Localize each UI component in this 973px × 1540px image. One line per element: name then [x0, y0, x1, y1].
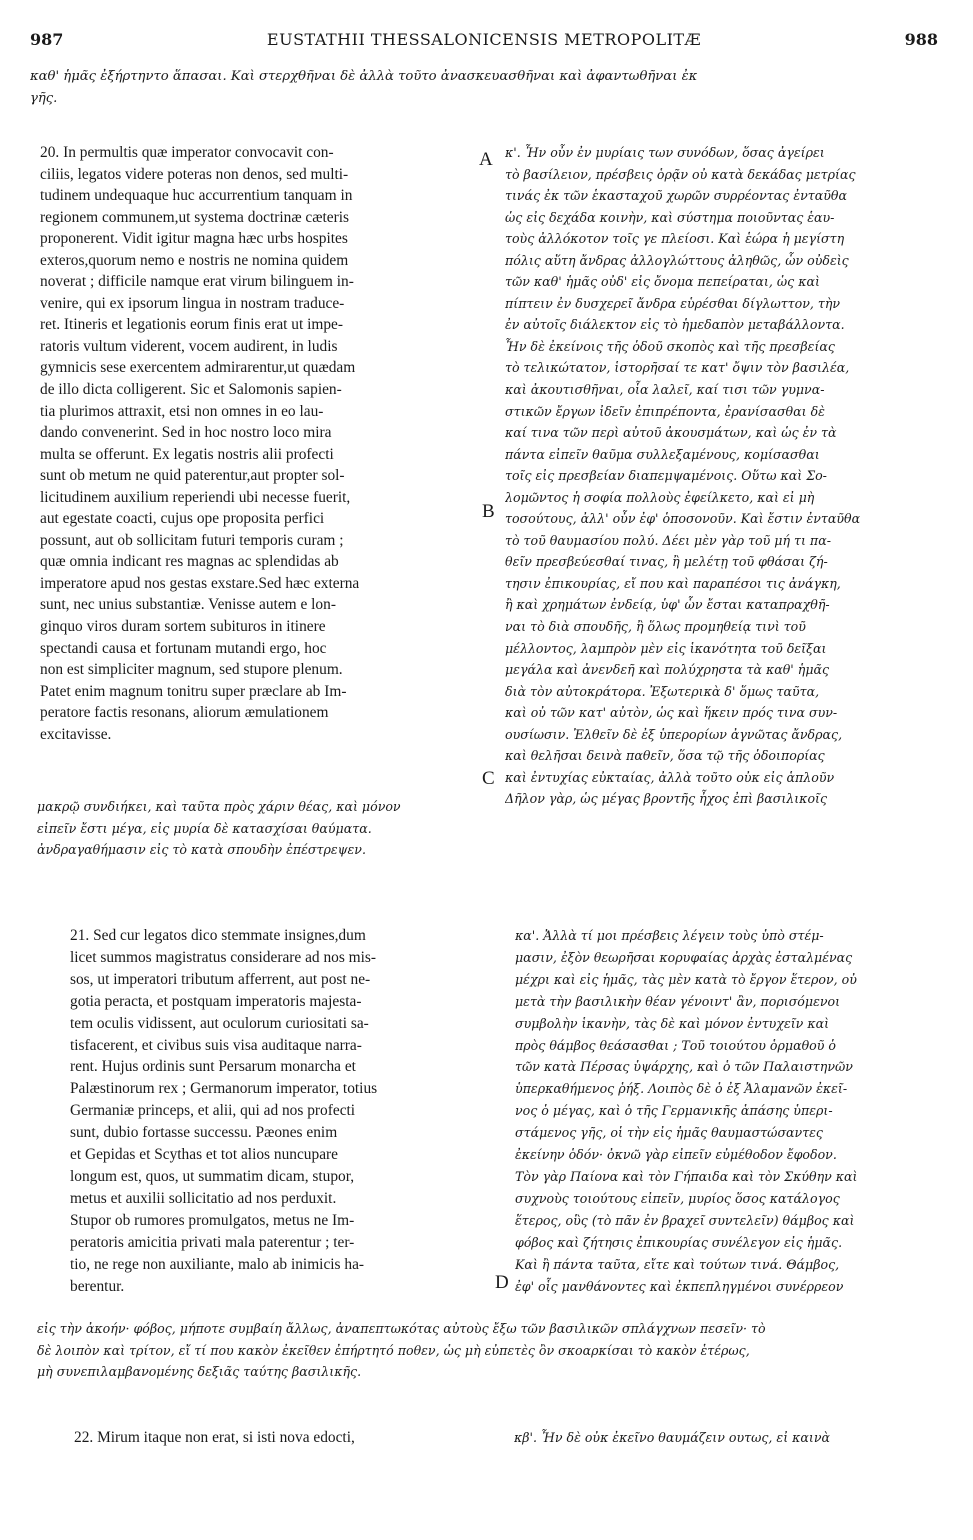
text-line: ὑπερκαθήμενος ῥήξ. Λοιπὸς δὲ ὁ ἐξ Ἀλαμανῶν ἐκεῖ- — [515, 1081, 848, 1097]
text-line: Palæstinorum rex ; Germanorum imperator, totius — [70, 1080, 378, 1098]
section-20-greek — [505, 142, 945, 810]
text-line: berentur. — [70, 1277, 125, 1295]
text-line: ciliis, legatos videre poteras non denos, sed multi- — [40, 165, 349, 183]
text-line: στάμενος γῆς, οἱ τὴν εἰς ἡμᾶς θαυμαστώσαντες — [515, 1125, 823, 1141]
text-line: καὶ ἀκουτισθῆναι, οἷα λαλεῖ, καί τισι τῶν γυμνα- — [505, 382, 825, 398]
text-line: licet summos magistratus considerare ad nos mis- — [70, 948, 377, 966]
text-line: ναι τὸ διὰ σπουδῆς, ἢ ὅλως προμηθείᾳ τινὶ τοῦ — [505, 619, 806, 635]
text-line: ἢ καὶ χρημάτων ἐνδείᾳ, ὑφ' ὧν ἔσται καταπραχθῆ- — [505, 597, 830, 613]
text-line: non est simpliciter magnum, sed stupore plenum. — [40, 661, 343, 679]
text-line: Καὶ ἢ πάντα ταῦτα, εἴτε καὶ τούτων τινά. Θάμβος, — [515, 1256, 840, 1272]
top-greek-continuation — [30, 66, 945, 109]
text-line: peratore factis resonans, aliorum æmulationem — [40, 704, 329, 722]
text-line: Δῆλον γὰρ, ὡς μέγας βροντῆς ἦχος ἐπὶ βασιλικοῖς — [505, 791, 828, 807]
text-line: ἐν αὐτοῖς διάλεκτον εἰς τὸ ἡμεδαπὸν μεταβάλλοντα. — [505, 317, 845, 333]
text-line: longum est, quos, ut summatim dicam, stupor, — [70, 1167, 355, 1185]
section-20-latin — [40, 142, 480, 745]
text-line: εἰπεῖν ἔστι μέγα, εἰς μυρία δὲ κατασχίσαι θαύματα. — [37, 820, 372, 836]
text-line: καὶ θελῆσαι δεινὰ παθεῖν, ὅσα τῷ τῆς ὁδοιπορίας — [505, 748, 825, 764]
page-number-right: 988 — [904, 30, 938, 49]
text-line: ginquo viros duram sortem subituros in itinere — [40, 618, 326, 636]
text-line: εἰς τὴν ἀκοήν· φόβος, μήποτε συμβαίη ἄλλως, ἀναπεπτωκότας αὐτοὺς ἔξω τῶν βασιλικῶν σπλάγχνων πεσεῖν· τὸ — [37, 1321, 766, 1336]
text-line: ἀνδραγαθήμασιν εἰς τὸ κατὰ σπουδὴν ἐπέστρεψεν. — [37, 842, 366, 858]
text-line: τοσούτους, ἀλλ' οὖν ἐφ' ὁποσονοῦν. Καὶ ἔστιν ἐνταῦθα — [505, 511, 861, 527]
text-line: μετὰ τὴν βασιλικὴν θέαν γένοιντ' ἂν, πορισόμενοι — [515, 993, 841, 1009]
text-line: dando convenerint. Sed in hoc nostro loco mira — [40, 424, 332, 442]
text-line: συχνοὺς τοιούτους εἰπεῖν, μυρίος ὅσος κατάλογος — [515, 1190, 840, 1206]
text-line: ratoris vultum viderent, vocem audirent, in ludis — [40, 337, 338, 355]
text-line: ἐκείνην ὁδόν· ὀκνῶ γὰρ εἰπεῖν εὐμέθοδον ἔφοδον. — [515, 1147, 837, 1163]
text-line: τὸ βασίλειον, πρέσβεις ὁρᾷν οὐ κατὰ δεκάδας μετρίας — [505, 166, 856, 182]
text-line: Stupor ob rumores promulgatos, metus ne Im- — [70, 1211, 355, 1229]
text-line: licitudinem auxilium reperiendi ubi necesse fuerit, — [40, 488, 351, 506]
text-line: metus et auxilii sollicitatio ad nos perduxit. — [70, 1189, 337, 1207]
text-line: μὴ συνεπιλαμβανομένης δεξιᾶς ταύτης βασιλικῆς. — [37, 1364, 362, 1380]
section-22-greek — [514, 1427, 944, 1449]
section-21-greek-full-width — [37, 1318, 949, 1383]
text-line: μέλλοντος, λαμπρὸν μὲν εἰς ἱκανότητα τοῦ δεῖξαι — [505, 640, 827, 656]
text-line: πάντα εἰπεῖν θαῦμα συλλεξαμένους, κομίσασθαι — [505, 446, 820, 462]
text-line: quæ omnia indicant res magnas ac splendidas ab — [40, 553, 339, 571]
text-line: et Gepidas et Scythas et tot alios nuncupare — [70, 1146, 338, 1164]
text-line: imperatore apud nos gestas exstare.Sed hæc externa — [40, 574, 360, 592]
text-line: λομῶντος ἡ σοφία πολλοὺς ἐφείλκετο, καὶ εἰ μὴ — [505, 489, 815, 505]
text-line: tem oculis vidissent, aut oculorum curiositati sa- — [70, 1014, 369, 1032]
text-line: 22. Mirum itaque non erat, si isti nova edocti, — [74, 1429, 355, 1446]
text-line: τῶν καθ' ἡμᾶς οὐδ' εἰς ὄνομα πεπείραται, ὡς καὶ — [505, 274, 820, 290]
text-line: τοῖς εἰς πρεσβείαν διαπεμψαμένοις. Οὕτω καὶ Σο- — [505, 468, 827, 484]
text-line: venire, qui ex ipsorum lingua in nostram traduce- — [40, 294, 345, 312]
text-line: ουσίωσιν. Ἐλθεῖν δὲ ἐξ ὑπερορίων ἀγνῶτας ἄνδρας, — [505, 726, 843, 742]
text-line: possunt, aut ob sollicitam futuri temporis curam ; — [40, 531, 344, 549]
text-line: καὶ ἐντυχίας εὐκταίας, ἀλλὰ τοῦτο οὐκ εἰς ἁπλοῦν — [505, 769, 835, 785]
text-line: κβ'. Ἦν δὲ οὐκ ἐκεῖνο θαυμάζειν ουτως, εἰ καινὰ — [514, 1430, 830, 1445]
section-21-latin — [70, 925, 490, 1297]
text-line: sunt, dubio fortasse successu. Pæones enim — [70, 1124, 338, 1142]
text-line: συμβολὴν ἱκανὴν, τὰς δὲ καὶ μόνον ἐντυχεῖν καὶ — [515, 1015, 830, 1031]
text-line: sunt, nec unius substantiæ. Venisse autem e lon- — [40, 596, 336, 614]
section-20-greek-left-tail — [37, 796, 499, 861]
text-line: ἐφ' οἷς μανθάνοντες καὶ ἐκπεπληγμένοι συνέρρεον — [515, 1278, 844, 1294]
section-22-latin — [74, 1427, 494, 1449]
text-line: ὡς εἰς δεχάδα κοινὴν, καὶ σύστημα ποιοῦντας ἑαυ- — [505, 209, 835, 225]
text-line: νος ὁ μέγας, καὶ ὁ τῆς Γερμανικῆς ἁπάσης ὑπερι- — [515, 1103, 833, 1119]
text-line: πρὸς θάμβος θεάσασθαι ; Τοῦ τοιούτου ὁρμαθοῦ ὁ — [515, 1037, 836, 1053]
text-line: sunt ob metum ne quid paterentur,aut propter sol- — [40, 467, 345, 485]
margin-marker-c: C — [482, 768, 495, 789]
text-line: τῶν κατὰ Πέρσας ὑψάρχης, καὶ ὁ τῶν Παλαιστηνῶν — [515, 1059, 853, 1075]
text-line: proponerent. Vidit igitur magna hæc urbs hospites — [40, 230, 348, 248]
text-line: καθ' ἡμᾶς ἐξήρτηντο ἅπασαι. Καὶ στερχθῆναι δὲ ἀλλὰ τοῦτο ἀνασκευασθῆναι καὶ ἀφαντωθῆναι ἐκ — [30, 69, 698, 84]
text-line: πόλις αὕτη ἄνδρας ἀλλογλώττους ἀληθῶς, ὧν οὐδεὶς — [505, 252, 849, 268]
text-line: τὸ τελικώτατον, ἱστορῆσαί τε κατ' ὄψιν τὸν βασιλέα, — [505, 360, 850, 376]
text-line: τὸ τοῦ θαυμασίου πολύ. Δέει μὲν γὰρ τοῦ μή τι πα- — [505, 532, 831, 548]
text-line: Germaniæ princeps, et alii, qui ad nos profecti — [70, 1102, 356, 1120]
text-line: στικῶν ἔργων ἰδεῖν ἐπιπρέποντα, ἐρανίσασθαι δὲ — [505, 403, 825, 419]
text-line: Patet enim magnum tonitru super præclare ab Im- — [40, 682, 347, 700]
text-line: tudinem undequaque huc accurrentium tanquam in — [40, 187, 353, 205]
text-line: sos, ut imperatori tributum afferrent, aut post ne- — [70, 970, 371, 988]
text-line: κα'. Ἀλλὰ τί μοι πρέσβεις λέγειν τοὺς ὑπὸ στέμ- — [515, 928, 824, 943]
margin-marker-b: B — [482, 501, 495, 522]
text-line: δὲ λοιπὸν καὶ τρίτον, εἴ τί που κακὸν ἐκεῖθεν ἐπήρτητό ποθεν, ὡς μὴ εὐπετὲς ὂν σκοαρκίσαι τὸ κακὸν ἑτέρως, — [37, 1342, 750, 1358]
text-line: καί τινα τῶν περὶ αὐτοῦ ἀκουσμάτων, καὶ ὡς ἐν τὰ — [505, 425, 837, 441]
text-line: φόβος καὶ ζήτησις ἐπικουρίας συνέλεγον εἰς ἡμᾶς. — [515, 1234, 843, 1250]
text-line: πίπτειν ἐν δυσχερεῖ ἄνδρα εὑρέσθαι δίγλωττον, τὴν — [505, 295, 841, 311]
text-line: γῆς. — [30, 90, 58, 106]
text-line: tio, ne rege non auxiliante, malo ab inimicis ha- — [70, 1255, 365, 1273]
text-line: gotia peracta, et postquam imperatoris majesta- — [70, 992, 362, 1010]
text-line: ret. Itineris et legationis eorum finis erat ut impe- — [40, 316, 344, 334]
text-line: τοὺς ἀλλόκοτον τοῖς γε πλείοσι. Καὶ ἑώρα ἡ μεγίστη — [505, 231, 845, 247]
text-line: gymnicis sese exercentem admirarentur,ut quædam — [40, 359, 356, 377]
margin-marker-a: A — [479, 149, 493, 170]
text-line: Ἦν δὲ ἐκείνοις τῆς ὁδοῦ σκοπὸς καὶ τῆς πρεσβείας — [505, 338, 835, 354]
running-title: EUSTATHII THESSALONICENSIS METROPOLITÆ — [266, 30, 702, 49]
text-line: τινάς ἐκ τῶν ἑκασταχοῦ χωρῶν συρρέοντας ἐνταῦθα — [505, 188, 847, 204]
text-line: regionem communem,ut systema doctrinæ cæteris — [40, 208, 350, 226]
page-number-left: 987 — [30, 30, 64, 49]
text-line: ἕτερος, οὓς (τὸ πᾶν ἐν βραχεῖ συντελεῖν) θάμβος καὶ — [515, 1212, 855, 1228]
text-line: τησιν ἐπικουρίας, εἴ που καὶ παραπέσοι τις ἀνάγκη, — [505, 575, 841, 591]
text-line: μακρῷ συνδιήκει, καὶ ταῦτα πρὸς χάριν θέας, καὶ μόνον — [37, 799, 401, 814]
text-line: spectandi causa et fortunam mutandi ergo, hoc — [40, 639, 327, 657]
text-line: de illo dicta colligerent. Sic et Salomonis sapien- — [40, 381, 342, 399]
text-line: μέχρι καὶ εἰς ἡμᾶς, τὰς μὲν κατὰ τὸ ἔργον ἕτερον, οὐ — [515, 971, 857, 987]
text-line: καὶ οὐ τῶν κατ' αὐτὸν, ὡς καὶ ἥκειν πρός τινα συν- — [505, 705, 838, 721]
text-line: peratoris amicitia privati mala paterentur ; ter- — [70, 1233, 355, 1251]
text-line: tia plurimos attraxit, etsi non omnes in eo lau- — [40, 402, 324, 420]
text-line: κ'. Ἦν οὖν ἐν μυρίαις των συνόδων, ὅσας ἀγείρει — [505, 145, 825, 160]
page-header — [30, 30, 938, 54]
text-line: θεῖν πρεσβεύεσθαί τινας, ἢ μελέτῃ τοῦ φθάσαι ζή- — [505, 554, 828, 570]
text-line: 20. In permultis quæ imperator convocavit con- — [40, 144, 334, 161]
text-line: rent. Hujus ordinis sunt Persarum monarcha et — [70, 1058, 356, 1076]
text-line: Τὸν γὰρ Παίονα καὶ τὸν Γήπαιδα καὶ τὸν Σκύθην καὶ — [515, 1168, 858, 1184]
margin-marker-d: D — [495, 1272, 509, 1293]
text-line: 21. Sed cur legatos dico stemmate insignes,dum — [70, 927, 366, 944]
text-line: μασιν, ἐξὸν θεωρῆσαι κορυφαίας ἀρχὰς ἐσταλμένας — [515, 949, 853, 965]
text-line: διὰ τὸν αὐτοκράτορα. Ἐξωτερικὰ δ' ὅμως ταῦτα, — [505, 683, 820, 699]
text-line: multa se offerunt. Ex legatis nostris alii profecti — [40, 445, 334, 463]
text-line: exteros,quorum nemo e nostris ne nomina quidem — [40, 251, 349, 269]
text-line: tisfacerent, et civibus suis visa auditaque narra- — [70, 1036, 362, 1054]
text-line: aut egestate coacti, cujus ope proposita perfici — [40, 510, 325, 528]
text-line: excitavisse. — [40, 725, 112, 743]
text-line: noverat ; difficile namque erat virum bilinguem in- — [40, 273, 354, 291]
section-21-greek — [515, 925, 945, 1297]
text-line: μεγάλα καὶ ἀνενδεῆ καὶ πολύχρηστα τὰ καθ' ἡμᾶς — [505, 662, 830, 678]
